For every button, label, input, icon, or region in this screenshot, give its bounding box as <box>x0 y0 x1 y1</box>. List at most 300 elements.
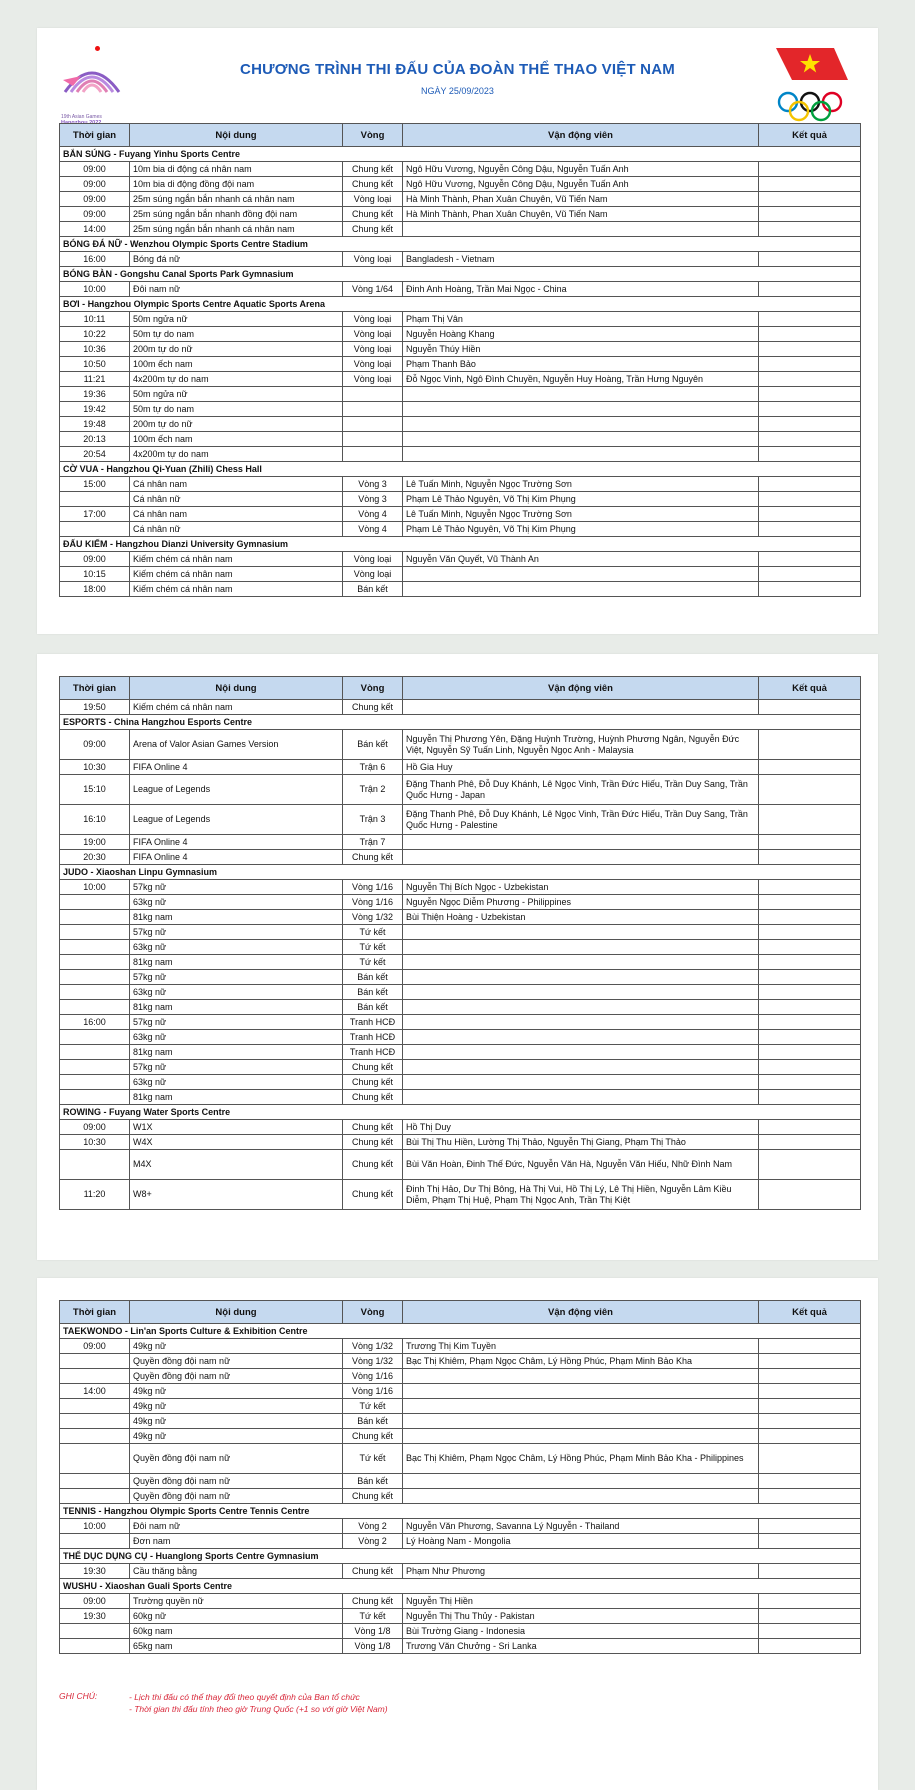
col-event: Nội dung <box>130 677 343 700</box>
cell-result <box>759 177 861 192</box>
cell-round: Tranh HCĐ <box>343 1045 403 1060</box>
cell-athletes <box>403 1060 759 1075</box>
cell-athletes: Bùi Thiện Hoàng - Uzbekistan <box>403 910 759 925</box>
cell-result <box>759 1624 861 1639</box>
table-header-row <box>60 124 861 147</box>
cell-round: Vòng loại <box>343 192 403 207</box>
cell-round: Vòng loại <box>343 552 403 567</box>
table-row <box>60 1369 861 1384</box>
cell-time: 17:00 <box>60 507 130 522</box>
section-row <box>60 537 861 552</box>
cell-result <box>759 985 861 1000</box>
table-row <box>60 1474 861 1489</box>
cell-athletes <box>403 567 759 582</box>
table-row <box>60 835 861 850</box>
cell-result <box>759 582 861 597</box>
cell-event: League of Legends <box>130 805 343 835</box>
section-row <box>60 1504 861 1519</box>
cell-round: Vòng 1/32 <box>343 1339 403 1354</box>
cell-event: 100m ếch nam <box>130 357 343 372</box>
cell-athletes <box>403 1429 759 1444</box>
table-row <box>60 1000 861 1015</box>
cell-time: 11:21 <box>60 372 130 387</box>
cell-time <box>60 940 130 955</box>
table-row <box>60 925 861 940</box>
cell-time: 19:30 <box>60 1564 130 1579</box>
table-row <box>60 252 861 267</box>
cell-result <box>759 402 861 417</box>
cell-athletes: Phạm Thị Vân <box>403 312 759 327</box>
cell-event: 10m bia di động cá nhân nam <box>130 162 343 177</box>
table-row <box>60 1399 861 1414</box>
cell-time: 09:00 <box>60 162 130 177</box>
cell-result <box>759 522 861 537</box>
cell-round: Bán kết <box>343 1414 403 1429</box>
cell-athletes: Bạc Thị Khiêm, Phạm Ngọc Châm, Lý Hồng Phúc, Phạm Minh Bảo Kha - Philippines <box>403 1444 759 1474</box>
cell-athletes <box>403 835 759 850</box>
cell-athletes <box>403 1030 759 1045</box>
cell-athletes <box>403 447 759 462</box>
table-row <box>60 850 861 865</box>
cell-time: 19:50 <box>60 700 130 715</box>
cell-event: 57kg nữ <box>130 925 343 940</box>
cell-time: 10:30 <box>60 1135 130 1150</box>
cell-result <box>759 207 861 222</box>
cell-event: Bóng đá nữ <box>130 252 343 267</box>
cell-time <box>60 522 130 537</box>
cell-athletes: Đỗ Ngọc Vinh, Ngô Đình Chuyền, Nguyễn Huy Hoàng, Trần Hưng Nguyên <box>403 372 759 387</box>
cell-athletes: Phạm Như Phương <box>403 1564 759 1579</box>
cell-result <box>759 507 861 522</box>
cell-athletes <box>403 387 759 402</box>
table-row <box>60 567 861 582</box>
cell-event: 81kg nam <box>130 1045 343 1060</box>
section-title: BƠI - Hangzhou Olympic Sports Centre Aquatic Sports Arena <box>60 297 861 312</box>
cell-round: Vòng 4 <box>343 522 403 537</box>
cell-event: 81kg nam <box>130 955 343 970</box>
cell-result <box>759 1030 861 1045</box>
cell-event: 200m tự do nữ <box>130 417 343 432</box>
cell-time: 10:36 <box>60 342 130 357</box>
cell-result <box>759 1150 861 1180</box>
cell-event: 100m ếch nam <box>130 432 343 447</box>
table-row <box>60 192 861 207</box>
cell-athletes: Hồ Thị Duy <box>403 1120 759 1135</box>
cell-athletes <box>403 1474 759 1489</box>
cell-time <box>60 955 130 970</box>
cell-result <box>759 492 861 507</box>
cell-time <box>60 1414 130 1429</box>
cell-time: 16:00 <box>60 252 130 267</box>
cell-event: 25m súng ngắn bắn nhanh đồng đội nam <box>130 207 343 222</box>
cell-result <box>759 1474 861 1489</box>
cell-result <box>759 760 861 775</box>
section-row <box>60 1324 861 1339</box>
cell-result <box>759 850 861 865</box>
cell-time <box>60 1030 130 1045</box>
cell-round: Vòng 1/16 <box>343 1369 403 1384</box>
table-row <box>60 700 861 715</box>
cell-round: Chung kết <box>343 850 403 865</box>
section-row <box>60 715 861 730</box>
cell-round: Tứ kết <box>343 955 403 970</box>
cell-time <box>60 910 130 925</box>
section-title: THỂ DỤC DỤNG CỤ - Huanglong Sports Centre Gymnasium <box>60 1549 861 1564</box>
cell-result <box>759 1354 861 1369</box>
cell-event: Quyền đồng đội nam nữ <box>130 1444 343 1474</box>
table-row <box>60 1135 861 1150</box>
cell-time <box>60 1624 130 1639</box>
cell-athletes <box>403 925 759 940</box>
cell-time <box>60 1474 130 1489</box>
table-row <box>60 1180 861 1210</box>
cell-result <box>759 1000 861 1015</box>
table-row <box>60 1609 861 1624</box>
cell-event: 49kg nữ <box>130 1384 343 1399</box>
cell-result <box>759 1594 861 1609</box>
cell-athletes: Trương Văn Chưởng - Sri Lanka <box>403 1639 759 1654</box>
cell-event: M4X <box>130 1150 343 1180</box>
cell-round: Chung kết <box>343 162 403 177</box>
cell-time: 16:00 <box>60 1015 130 1030</box>
cell-result <box>759 880 861 895</box>
cell-round: Chung kết <box>343 1135 403 1150</box>
cell-time: 19:36 <box>60 387 130 402</box>
table-row <box>60 1429 861 1444</box>
cell-event: Kiếm chém cá nhân nam <box>130 567 343 582</box>
cell-time: 09:00 <box>60 730 130 760</box>
cell-athletes: Nguyễn Ngọc Diễm Phương - Philippines <box>403 895 759 910</box>
cell-event: 50m tự do nam <box>130 402 343 417</box>
table-row <box>60 1564 861 1579</box>
cell-event: W4X <box>130 1135 343 1150</box>
table-row <box>60 552 861 567</box>
cell-athletes: Phạm Thanh Bảo <box>403 357 759 372</box>
cell-round: Bán kết <box>343 1000 403 1015</box>
section-title: BẮN SÚNG - Fuyang Yinhu Sports Centre <box>60 147 861 162</box>
cell-time: 16:10 <box>60 805 130 835</box>
table-row <box>60 985 861 1000</box>
cell-athletes: Phạm Lê Thảo Nguyên, Võ Thị Kim Phụng <box>403 492 759 507</box>
cell-round: Chung kết <box>343 1180 403 1210</box>
section-title: ĐẤU KIẾM - Hangzhou Dianzi University Gymnasium <box>60 537 861 552</box>
cell-time <box>60 1060 130 1075</box>
table-row <box>60 1444 861 1474</box>
table-row <box>60 177 861 192</box>
cell-result <box>759 730 861 760</box>
cell-result <box>759 1339 861 1354</box>
cell-result <box>759 910 861 925</box>
cell-round <box>343 402 403 417</box>
table-row <box>60 1594 861 1609</box>
table-row <box>60 357 861 372</box>
col-result: Kết quả <box>759 677 861 700</box>
cell-round: Chung kết <box>343 177 403 192</box>
cell-event: Kiếm chém cá nhân nam <box>130 582 343 597</box>
section-row <box>60 1105 861 1120</box>
cell-time: 09:00 <box>60 1120 130 1135</box>
cell-event: Đôi nam nữ <box>130 1519 343 1534</box>
cell-round: Bán kết <box>343 730 403 760</box>
cell-round: Tứ kết <box>343 1609 403 1624</box>
section-row <box>60 462 861 477</box>
vietnam-olympic-logo <box>772 44 856 124</box>
table-row <box>60 222 861 237</box>
cell-time: 09:00 <box>60 1594 130 1609</box>
section-title: JUDO - Xiaoshan Linpu Gymnasium <box>60 865 861 880</box>
cell-round: Vòng loại <box>343 312 403 327</box>
table-row <box>60 910 861 925</box>
table-row <box>60 1015 861 1030</box>
cell-time: 10:15 <box>60 567 130 582</box>
cell-athletes: Hồ Gia Huy <box>403 760 759 775</box>
cell-athletes: Đặng Thanh Phê, Đỗ Duy Khánh, Lê Ngọc Vinh, Trần Đức Hiếu, Trần Duy Sang, Trần Quốc Hưng - Japan <box>403 775 759 805</box>
cell-round: Chung kết <box>343 1060 403 1075</box>
table-row <box>60 162 861 177</box>
table-row <box>60 387 861 402</box>
cell-time <box>60 985 130 1000</box>
cell-time: 15:10 <box>60 775 130 805</box>
cell-athletes <box>403 402 759 417</box>
cell-result <box>759 252 861 267</box>
cell-athletes: Bùi Trường Giang - Indonesia <box>403 1624 759 1639</box>
table-row <box>60 1624 861 1639</box>
cell-event: 49kg nữ <box>130 1414 343 1429</box>
cell-athletes <box>403 1414 759 1429</box>
section-row <box>60 865 861 880</box>
cell-event: Quyền đồng đội nam nữ <box>130 1354 343 1369</box>
cell-event: 49kg nữ <box>130 1399 343 1414</box>
cell-athletes <box>403 985 759 1000</box>
cell-time <box>60 1489 130 1504</box>
cell-result <box>759 357 861 372</box>
col-athletes: Vận động viên <box>403 677 759 700</box>
cell-result <box>759 1609 861 1624</box>
cell-event: 65kg nam <box>130 1639 343 1654</box>
cell-time: 10:00 <box>60 1519 130 1534</box>
cell-result <box>759 1489 861 1504</box>
cell-round <box>343 387 403 402</box>
section-title: BÓNG BÀN - Gongshu Canal Sports Park Gymnasium <box>60 267 861 282</box>
cell-athletes <box>403 1015 759 1030</box>
cell-athletes: Nguyễn Thị Thu Thủy - Pakistan <box>403 1609 759 1624</box>
cell-round: Chung kết <box>343 1120 403 1135</box>
cell-round: Vòng loại <box>343 372 403 387</box>
cell-round: Trận 7 <box>343 835 403 850</box>
table-row <box>60 477 861 492</box>
cell-event: 50m ngửa nữ <box>130 387 343 402</box>
cell-event: 81kg nam <box>130 1000 343 1015</box>
table-row <box>60 342 861 357</box>
cell-time: 19:42 <box>60 402 130 417</box>
cell-time <box>60 1090 130 1105</box>
col-event: Nội dung <box>130 124 343 147</box>
cell-time <box>60 1075 130 1090</box>
cell-time: 18:00 <box>60 582 130 597</box>
cell-round: Vòng 1/32 <box>343 1354 403 1369</box>
table-row <box>60 1519 861 1534</box>
cell-time <box>60 1534 130 1549</box>
cell-round: Chung kết <box>343 1489 403 1504</box>
cell-event: 50m ngửa nữ <box>130 312 343 327</box>
cell-athletes: Bùi Thị Thu Hiền, Lường Thị Thảo, Nguyễn Thị Giang, Phạm Thị Thảo <box>403 1135 759 1150</box>
cell-event: 25m súng ngắn bắn nhanh cá nhân nam <box>130 192 343 207</box>
cell-result <box>759 372 861 387</box>
cell-result <box>759 162 861 177</box>
cell-athletes <box>403 1075 759 1090</box>
cell-event: 63kg nữ <box>130 940 343 955</box>
cell-event: FIFA Online 4 <box>130 760 343 775</box>
schedule-table-3 <box>59 1300 861 1654</box>
cell-round: Bán kết <box>343 582 403 597</box>
table-row <box>60 1354 861 1369</box>
table-row <box>60 1534 861 1549</box>
cell-round: Chung kết <box>343 1075 403 1090</box>
cell-event: Cá nhân nữ <box>130 522 343 537</box>
cell-athletes: Hà Minh Thành, Phan Xuân Chuyên, Vũ Tiến Nam <box>403 207 759 222</box>
table-row <box>60 1339 861 1354</box>
cell-result <box>759 1444 861 1474</box>
cell-round: Chung kết <box>343 222 403 237</box>
col-result: Kết quả <box>759 1301 861 1324</box>
table-row <box>60 447 861 462</box>
cell-time: 10:00 <box>60 282 130 297</box>
cell-result <box>759 970 861 985</box>
cell-event: 57kg nữ <box>130 970 343 985</box>
cell-time <box>60 895 130 910</box>
cell-event: Quyền đồng đội nam nữ <box>130 1369 343 1384</box>
cell-result <box>759 222 861 237</box>
cell-result <box>759 1564 861 1579</box>
cell-time <box>60 925 130 940</box>
cell-result <box>759 1414 861 1429</box>
cell-event: Quyền đồng đội nam nữ <box>130 1489 343 1504</box>
cell-athletes: Lê Tuấn Minh, Nguyễn Ngọc Trường Sơn <box>403 477 759 492</box>
col-result: Kết quả <box>759 124 861 147</box>
cell-time <box>60 492 130 507</box>
cell-athletes: Đinh Anh Hoàng, Trần Mai Ngọc - China <box>403 282 759 297</box>
table-row <box>60 880 861 895</box>
table-row <box>60 1030 861 1045</box>
cell-result <box>759 447 861 462</box>
cell-round: Vòng 2 <box>343 1519 403 1534</box>
cell-result <box>759 477 861 492</box>
cell-round: Tứ kết <box>343 1444 403 1474</box>
cell-time: 19:48 <box>60 417 130 432</box>
cell-round: Tứ kết <box>343 1399 403 1414</box>
cell-time <box>60 1354 130 1369</box>
cell-time: 09:00 <box>60 177 130 192</box>
cell-round: Vòng 3 <box>343 477 403 492</box>
cell-event: 4x200m tự do nam <box>130 447 343 462</box>
table-row <box>60 1414 861 1429</box>
cell-round: Vòng 1/8 <box>343 1624 403 1639</box>
cell-result <box>759 835 861 850</box>
table-row <box>60 940 861 955</box>
cell-event: 81kg nam <box>130 1090 343 1105</box>
cell-time: 15:00 <box>60 477 130 492</box>
note-line-1: - Lịch thi đấu có thể thay đổi theo quyết định của Ban tổ chức <box>129 1692 360 1702</box>
cell-athletes: Trương Thị Kim Tuyền <box>403 1339 759 1354</box>
cell-time: 10:00 <box>60 880 130 895</box>
cell-athletes: Bùi Văn Hoàn, Đinh Thế Đức, Nguyễn Văn Hà, Nguyễn Văn Hiếu, Nhữ Đình Nam <box>403 1150 759 1180</box>
cell-time: 09:00 <box>60 552 130 567</box>
cell-athletes: Nguyễn Thị Bích Ngọc - Uzbekistan <box>403 880 759 895</box>
cell-result <box>759 1399 861 1414</box>
cell-round: Vòng 2 <box>343 1534 403 1549</box>
cell-result <box>759 417 861 432</box>
cell-event: Kiếm chém cá nhân nam <box>130 552 343 567</box>
cell-result <box>759 342 861 357</box>
cell-time: 09:00 <box>60 192 130 207</box>
cell-round: Vòng 4 <box>343 507 403 522</box>
cell-result <box>759 895 861 910</box>
cell-round: Vòng loại <box>343 327 403 342</box>
cell-event: 60kg nữ <box>130 1609 343 1624</box>
cell-round <box>343 417 403 432</box>
cell-athletes <box>403 1369 759 1384</box>
table-row <box>60 775 861 805</box>
cell-athletes <box>403 1399 759 1414</box>
cell-athletes <box>403 1090 759 1105</box>
cell-round: Bán kết <box>343 970 403 985</box>
cell-athletes <box>403 417 759 432</box>
schedule-page-1 <box>37 28 878 634</box>
cell-athletes <box>403 582 759 597</box>
section-row <box>60 147 861 162</box>
section-row <box>60 237 861 252</box>
cell-event: Cá nhân nữ <box>130 492 343 507</box>
section-row <box>60 1579 861 1594</box>
col-athletes: Vận động viên <box>403 124 759 147</box>
cell-time <box>60 1045 130 1060</box>
cell-event: Đơn nam <box>130 1534 343 1549</box>
table-header-row <box>60 677 861 700</box>
schedule-table-2 <box>59 676 861 1210</box>
table-row <box>60 1060 861 1075</box>
cell-result <box>759 567 861 582</box>
schedule-page-2 <box>37 654 878 1260</box>
table-row <box>60 805 861 835</box>
cell-time: 10:22 <box>60 327 130 342</box>
cell-result <box>759 327 861 342</box>
cell-time: 14:00 <box>60 1384 130 1399</box>
schedule-table-1 <box>59 123 861 597</box>
cell-event: 57kg nữ <box>130 1015 343 1030</box>
cell-event: 49kg nữ <box>130 1339 343 1354</box>
cell-athletes: Nguyễn Văn Quyết, Vũ Thành An <box>403 552 759 567</box>
cell-result <box>759 1135 861 1150</box>
cell-athletes: Bạc Thị Khiêm, Phạm Ngọc Châm, Lý Hồng Phúc, Phạm Minh Bảo Kha <box>403 1354 759 1369</box>
table-row <box>60 432 861 447</box>
cell-athletes <box>403 700 759 715</box>
cell-result <box>759 1519 861 1534</box>
cell-event: Arena of Valor Asian Games Version <box>130 730 343 760</box>
cell-round: Vòng 1/16 <box>343 1384 403 1399</box>
cell-result <box>759 955 861 970</box>
cell-athletes: Ngô Hữu Vương, Nguyễn Công Dậu, Nguyễn Tuấn Anh <box>403 177 759 192</box>
table-row <box>60 312 861 327</box>
cell-round: Trận 6 <box>343 760 403 775</box>
cell-round: Chung kết <box>343 1090 403 1105</box>
col-event: Nội dung <box>130 1301 343 1324</box>
section-title: WUSHU - Xiaoshan Guali Sports Centre <box>60 1579 861 1594</box>
schedule-date: NGÀY 25/09/2023 <box>421 86 494 96</box>
section-title: ROWING - Fuyang Water Sports Centre <box>60 1105 861 1120</box>
cell-result <box>759 282 861 297</box>
table-row <box>60 492 861 507</box>
cell-time: 10:30 <box>60 760 130 775</box>
